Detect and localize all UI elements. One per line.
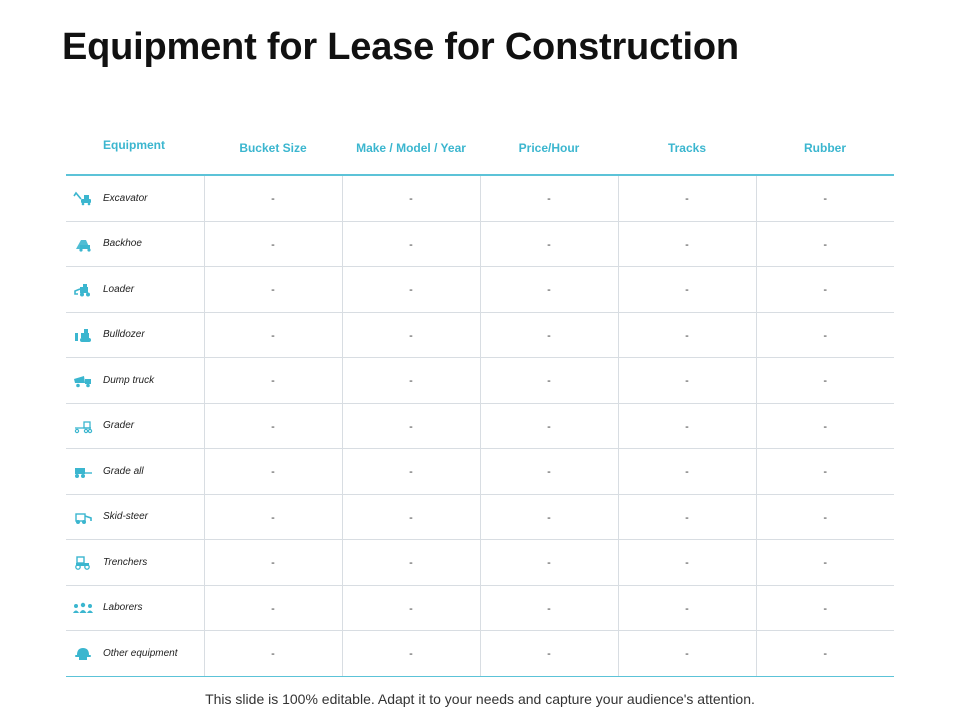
skid-steer-icon [72,509,94,525]
cell-value: - [823,329,828,342]
rubber-cell [756,540,894,586]
equipment-name: Dump truck [103,374,155,386]
tracks-cell [618,358,756,404]
cell-value: - [823,238,828,251]
table-row [66,449,894,495]
table-row [66,267,894,313]
rubber-cell [756,403,894,449]
cell-value: - [271,238,275,251]
bucket-size-cell [204,221,342,267]
make-model-year-cell [342,449,480,495]
make-model-year-cell [342,403,480,449]
equipment-cell [66,221,204,267]
table-row [66,585,894,631]
equipment-cell [66,585,204,631]
price-hour-cell [480,358,618,404]
cell-value: - [547,466,551,479]
bucket-size-cell [204,358,342,404]
equipment-label-group [66,586,204,631]
rubber-cell [756,585,894,631]
make-model-year-cell [342,631,480,677]
loader-icon [72,281,94,297]
cell-value: - [823,511,828,524]
cell-value: - [409,193,413,206]
make-model-year-cell [342,175,480,221]
column-header-make-model-year: Make / Model / Year [342,122,480,175]
price-hour-cell [480,585,618,631]
equipment-cell [66,358,204,404]
cell-value: - [547,602,551,615]
price-hour-cell [480,449,618,495]
table-row [66,494,894,540]
cell-value: - [409,648,413,661]
cell-value: - [547,284,551,297]
tracks-cell [618,449,756,495]
table-row [66,358,894,404]
equipment-name: Excavator [103,192,148,204]
equipment-label-group [66,267,204,312]
price-hour-cell [480,540,618,586]
cell-value: - [547,648,551,661]
slide-title: Equipment for Lease for Construction [62,26,739,68]
price-hour-cell [480,494,618,540]
tracks-cell [618,631,756,677]
equipment-cell [66,267,204,313]
cell-value: - [685,284,689,297]
column-header-equipment: Equipment [66,122,204,175]
equipment-label-group [66,631,204,676]
cell-value: - [685,238,689,251]
equipment-cell [66,312,204,358]
price-hour-cell [480,631,618,677]
equipment-name: Other equipment [103,647,178,659]
table-row [66,540,894,586]
cell-value: - [547,375,551,388]
cell-value: - [547,193,551,206]
equipment-cell [66,403,204,449]
cell-value: - [685,375,689,388]
trencher-icon [72,554,94,570]
table-row [66,221,894,267]
dump-truck-icon [72,372,94,388]
cell-value: - [409,238,413,251]
tracks-cell [618,175,756,221]
equipment-table [66,122,894,677]
cell-value: - [547,420,551,433]
equipment-name: Backhoe [103,238,142,250]
table-row [66,403,894,449]
equipment-label-group [66,176,204,221]
price-hour-cell [480,175,618,221]
cell-value: - [271,557,275,570]
price-hour-cell [480,312,618,358]
bucket-size-cell [204,585,342,631]
equipment-name: Bulldozer [103,329,145,341]
bucket-size-cell [204,403,342,449]
equipment-label-group [66,540,204,585]
cell-value: - [409,511,413,524]
cell-value: - [271,420,275,433]
rubber-cell [756,312,894,358]
equipment-name: Trenchers [103,556,148,568]
cell-value: - [685,511,689,524]
cell-value: - [685,420,689,433]
cell-value: - [271,329,275,342]
cell-value: - [271,602,275,615]
equipment-name: Grader [103,420,135,432]
cell-value: - [823,284,828,297]
equipment-label-group [66,222,204,267]
rubber-cell [756,631,894,677]
cell-value: - [685,193,689,206]
gradall-icon [72,463,94,479]
cell-value: - [547,557,551,570]
make-model-year-cell [342,540,480,586]
column-header-bucket-size: Bucket Size [204,122,342,175]
column-header-price-hour: Price/Hour [480,122,618,175]
cell-value: - [271,511,275,524]
tracks-cell [618,540,756,586]
tracks-cell [618,312,756,358]
rubber-cell [756,358,894,404]
cell-value: - [823,602,828,615]
equipment-label-group [66,358,204,403]
cell-value: - [685,648,689,661]
rubber-cell [756,494,894,540]
laborers-icon [72,600,94,616]
cell-value: - [547,238,551,251]
cell-value: - [823,193,828,206]
cell-value: - [685,557,689,570]
cell-value: - [271,648,275,661]
cell-value: - [409,329,413,342]
bucket-size-cell [204,540,342,586]
bucket-size-cell [204,267,342,313]
equipment-label-group [66,495,204,540]
bucket-size-cell [204,631,342,677]
cell-value: - [823,420,828,433]
bucket-size-cell [204,449,342,495]
cell-value: - [823,466,828,479]
rubber-cell [756,221,894,267]
equipment-name: Laborers [103,602,143,614]
cell-value: - [823,375,828,388]
equipment-label-group [66,313,204,358]
cell-value: - [409,466,413,479]
cell-value: - [823,557,828,570]
equipment-cell [66,175,204,221]
equipment-name: Grade all [103,465,144,477]
equipment-label-group [66,449,204,494]
rubber-cell [756,267,894,313]
make-model-year-cell [342,221,480,267]
cell-value: - [547,511,551,524]
equipment-cell [66,449,204,495]
cell-value: - [823,648,828,661]
footer-note: This slide is 100% editable. Adapt it to your needs and capture your audience's attention. [205,691,755,707]
cell-value: - [409,557,413,570]
make-model-year-cell [342,585,480,631]
cell-value: - [409,284,413,297]
backhoe-icon [72,236,94,252]
hard-hat-icon [72,645,94,661]
table-header-row [66,122,894,175]
cell-value: - [547,329,551,342]
rubber-cell [756,449,894,495]
make-model-year-cell [342,494,480,540]
cell-value: - [409,602,413,615]
cell-value: - [271,375,275,388]
table-row [66,175,894,221]
cell-value: - [271,193,275,206]
cell-value: - [409,375,413,388]
equipment-name: Loader [103,283,135,295]
column-header-tracks: Tracks [618,122,756,175]
equipment-cell [66,540,204,586]
make-model-year-cell [342,312,480,358]
make-model-year-cell [342,267,480,313]
tracks-cell [618,403,756,449]
cell-value: - [271,284,275,297]
table-row [66,631,894,677]
tracks-cell [618,494,756,540]
rubber-cell [756,175,894,221]
cell-value: - [685,466,689,479]
equipment-name: Skid-steer [103,511,149,523]
column-header-rubber: Rubber [756,122,894,175]
cell-value: - [271,466,275,479]
bucket-size-cell [204,175,342,221]
excavator-icon [72,190,94,206]
price-hour-cell [480,221,618,267]
equipment-label-group [66,404,204,449]
grader-icon [72,418,94,434]
equipment-cell [66,494,204,540]
equipment-cell [66,631,204,677]
bulldozer-icon [72,327,94,343]
cell-value: - [409,420,413,433]
cell-value: - [685,329,689,342]
price-hour-cell [480,403,618,449]
bucket-size-cell [204,494,342,540]
cell-value: - [685,602,689,615]
tracks-cell [618,221,756,267]
make-model-year-cell [342,358,480,404]
tracks-cell [618,585,756,631]
tracks-cell [618,267,756,313]
price-hour-cell [480,267,618,313]
table-row [66,312,894,358]
bucket-size-cell [204,312,342,358]
